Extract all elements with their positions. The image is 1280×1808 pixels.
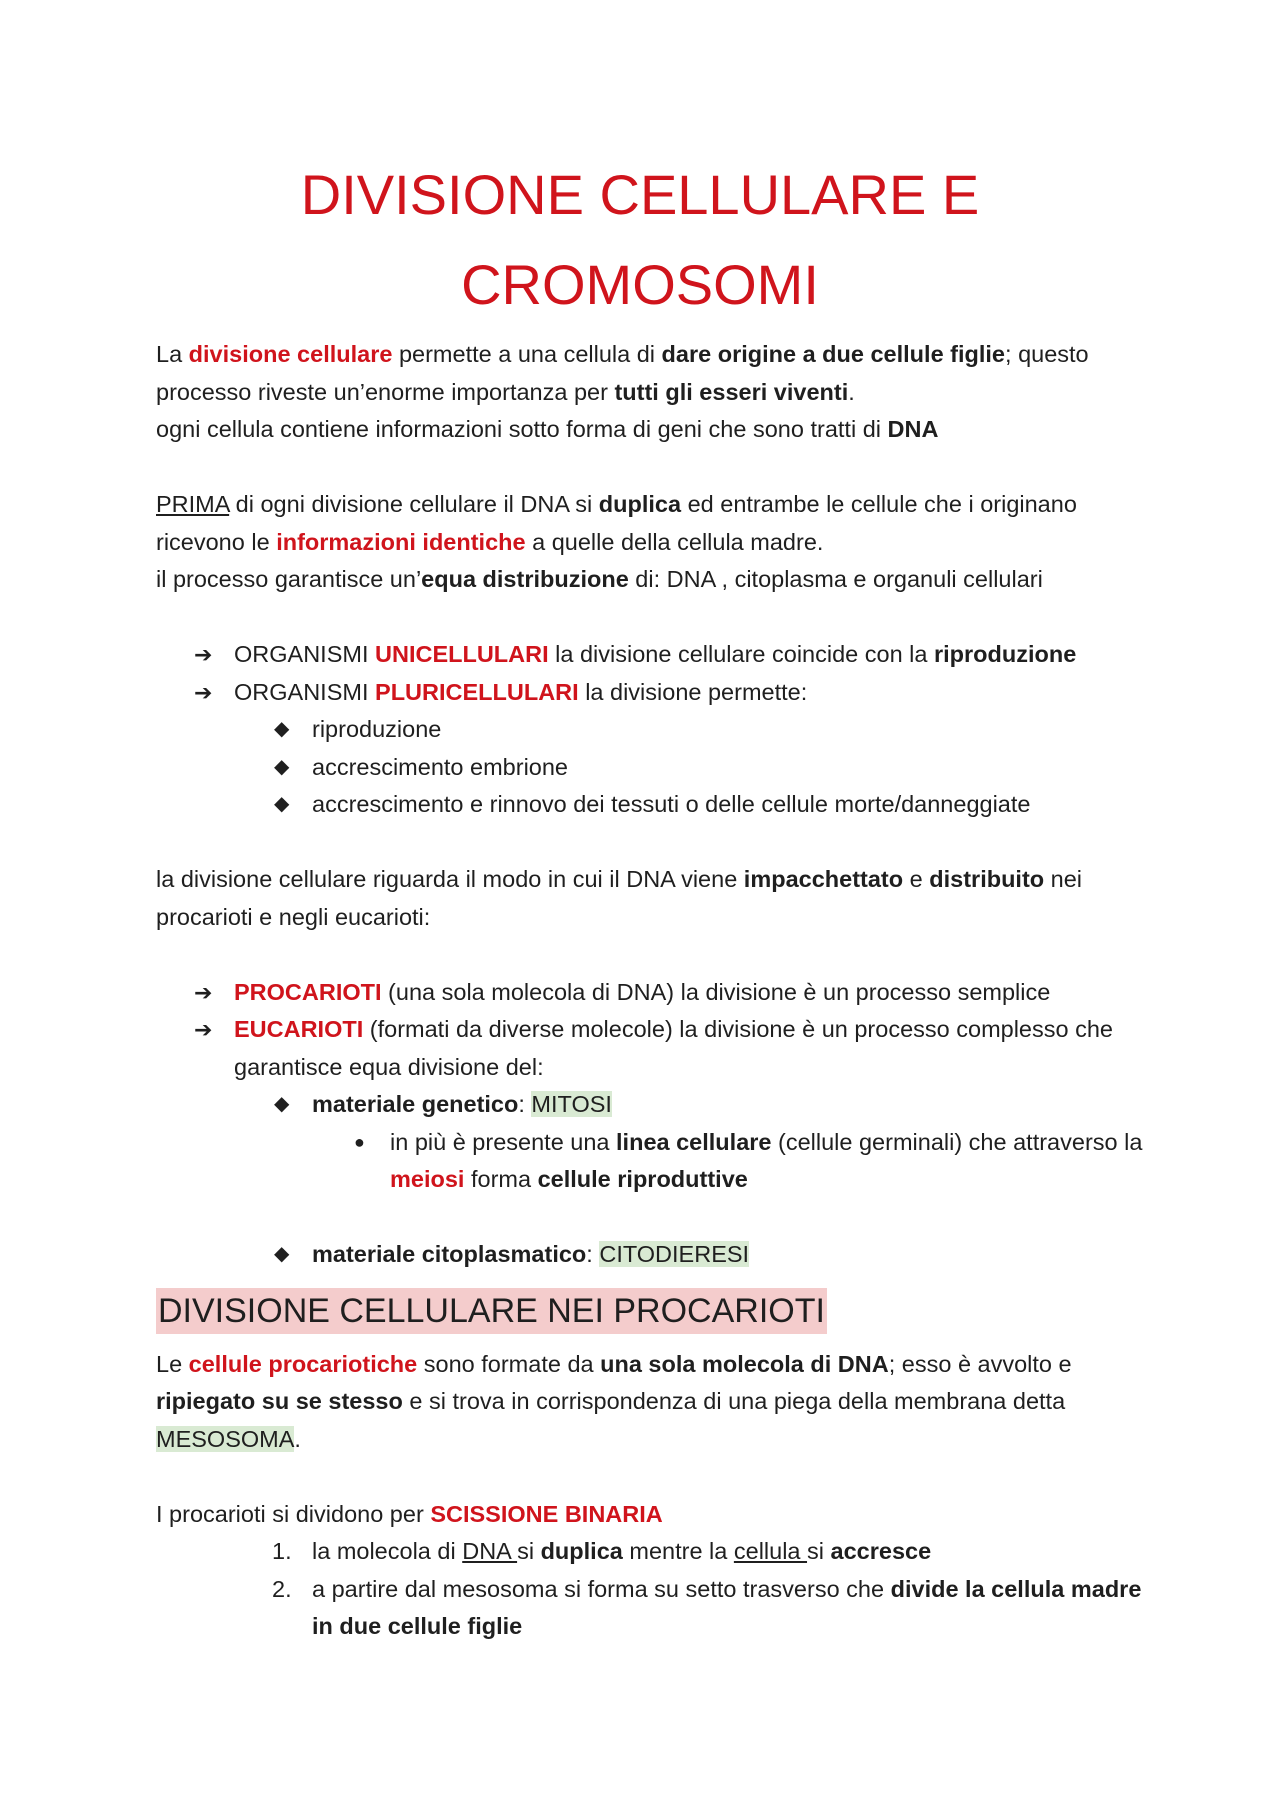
arrow-icon: ➔ — [194, 1017, 213, 1042]
text: (formati da diverse molecole) la divisione è un processo complesso che garantisce equa divisione del: — [234, 1016, 1113, 1080]
document-body — [156, 336, 1146, 1646]
text: si — [517, 1538, 541, 1564]
bold-term: materiale citoplasmatico — [312, 1241, 587, 1267]
distribution-paragraph — [156, 561, 1146, 599]
spacer — [156, 599, 1146, 637]
highlight-term: UNICELLULARI — [375, 641, 549, 667]
list-item — [272, 1571, 1146, 1646]
spacer — [156, 936, 1146, 974]
step-number: 1. — [272, 1538, 292, 1564]
list-item — [234, 1236, 1146, 1274]
list-item — [156, 1011, 1146, 1274]
arrow-icon: ➔ — [194, 679, 213, 705]
dna-paragraph — [156, 411, 1146, 449]
bold-term: dare origine a due cellule figlie — [661, 341, 1006, 367]
arrow-icon: ➔ — [194, 642, 213, 667]
text: si — [807, 1538, 831, 1564]
spacer — [156, 1458, 1146, 1496]
text: Le — [156, 1350, 189, 1377]
text: La — [156, 341, 189, 367]
text: il processo garantisce un’ — [156, 566, 422, 592]
prokaryote-paragraph — [156, 1346, 1146, 1459]
bold-term: duplica — [540, 1538, 623, 1564]
highlight-term: divisione cellulare — [188, 341, 393, 367]
text: sono formate da — [417, 1350, 601, 1377]
text: riproduzione — [312, 716, 442, 742]
bullet-icon: ● — [354, 1131, 365, 1152]
list-item — [234, 711, 1146, 749]
text: I procarioti si dividono per — [156, 1500, 431, 1527]
section-heading: DIVISIONE CELLULARE NEI PROCARIOTI — [156, 1288, 827, 1334]
list-item — [234, 749, 1146, 787]
text: forma — [464, 1166, 538, 1192]
bold-term: cellule riproduttive — [537, 1166, 748, 1192]
text: ORGANISMI — [234, 641, 376, 667]
diamond-icon: ◆ — [274, 1093, 290, 1115]
green-highlight: CITODIERESI — [599, 1241, 750, 1267]
text: la molecola di — [312, 1538, 463, 1564]
bold-term: duplica — [598, 491, 682, 517]
text: ogni cellula contiene informazioni sotto forma di geni che sono tratti di — [156, 416, 888, 442]
text: nei procarioti e negli eucarioti: — [156, 866, 1083, 930]
text: : — [586, 1241, 600, 1267]
list-item — [156, 636, 1146, 674]
text: di: DNA , citoplasma e organuli cellulari — [628, 566, 1043, 592]
diamond-icon: ◆ — [274, 1243, 290, 1265]
text: la divisione cellulare coincide con la — [548, 641, 934, 667]
highlight-term: PROCARIOTI — [234, 978, 382, 1005]
bold-term: distribuito — [929, 866, 1045, 892]
text: la divisione permette: — [578, 678, 808, 705]
bold-term: una sola molecola di DNA — [600, 1350, 889, 1377]
page-title — [0, 150, 1280, 330]
text: in più è presente una — [390, 1128, 617, 1155]
list-item — [156, 974, 1146, 1012]
text: . — [294, 1425, 301, 1452]
binary-fission-paragraph — [156, 1496, 1146, 1534]
bold-term: riproduzione — [934, 641, 1077, 667]
underlined-term: DNA — [462, 1538, 518, 1564]
diamond-icon: ◆ — [274, 718, 290, 740]
spacer — [156, 449, 1146, 487]
text: ; questo processo riveste un’enorme importanza per — [156, 341, 1089, 405]
sub-sub-list — [312, 1124, 1146, 1199]
step-number: 2. — [272, 1575, 292, 1602]
bold-term: materiale genetico — [312, 1091, 519, 1117]
bold-term: linea cellulare — [616, 1128, 772, 1155]
green-highlight: MESOSOMA — [156, 1425, 295, 1452]
bold-term: ripiegato su se stesso — [156, 1388, 403, 1414]
bold-term: DNA — [887, 416, 939, 442]
sub-list — [234, 1086, 1146, 1274]
text: ORGANISMI — [234, 678, 376, 705]
spacer — [312, 1199, 1146, 1237]
bold-term: divide la cellula madre in due cellule figlie — [312, 1575, 1142, 1639]
list-item — [156, 674, 1146, 824]
bold-term: impacchettato — [743, 866, 904, 892]
text: di ogni divisione cellulare il DNA si — [229, 491, 599, 517]
prima-paragraph — [156, 486, 1146, 561]
highlight-term: cellule procariotiche — [188, 1350, 418, 1377]
text: e — [903, 866, 930, 892]
bold-term: accresce — [830, 1538, 932, 1564]
text: ed entrambe le cellule che i originano ricevono le — [156, 491, 1077, 555]
intro-paragraph — [156, 336, 1146, 411]
text: la divisione cellulare riguarda il modo in cui il DNA viene — [156, 866, 744, 892]
underlined-term: cellula — [733, 1538, 808, 1564]
text: (cellule germinali) che attraverso la — [771, 1128, 1143, 1155]
text: accrescimento embrione — [312, 753, 568, 780]
text: accrescimento e rinnovo dei tessuti o delle cellule morte/danneggiate — [312, 791, 1031, 817]
text: permette a una cellula di — [392, 341, 662, 367]
text: ; esso è avvolto e — [888, 1350, 1072, 1377]
organisms-list — [156, 636, 1146, 824]
list-item — [272, 1533, 1146, 1571]
text: a quelle della cellula madre. — [525, 528, 824, 555]
title-line-2: CROMOSOMI — [461, 253, 819, 316]
arrow-icon: ➔ — [194, 979, 213, 1005]
highlight-term: meiosi — [390, 1166, 465, 1192]
highlight-term: EUCARIOTI — [234, 1016, 364, 1042]
packaging-paragraph — [156, 861, 1146, 936]
text: e si trova in corrispondenza di una piega della membrana detta — [402, 1388, 1066, 1414]
bold-term: tutti gli esseri viventi — [614, 378, 849, 405]
sub-list — [234, 711, 1146, 824]
text: a partire dal mesosoma si forma su setto trasverso che — [312, 1575, 891, 1602]
text: : — [518, 1091, 532, 1117]
text: . — [848, 378, 855, 405]
fission-steps-list — [156, 1533, 1146, 1646]
spacer — [156, 824, 1146, 862]
bold-term: equa distribuzione — [421, 566, 629, 592]
highlight-term: informazioni identiche — [276, 528, 526, 555]
list-item — [234, 786, 1146, 824]
text: (una sola molecola di DNA) la divisione è un processo semplice — [381, 978, 1051, 1005]
diamond-icon: ◆ — [274, 793, 290, 815]
highlight-term: PLURICELLULARI — [375, 678, 579, 705]
cell-types-list — [156, 974, 1146, 1274]
underlined-term: PRIMA — [156, 491, 230, 517]
list-item — [312, 1124, 1146, 1199]
text: mentre la — [622, 1538, 734, 1564]
green-highlight: MITOSI — [531, 1091, 612, 1117]
list-item — [234, 1086, 1146, 1236]
highlight-term: SCISSIONE BINARIA — [430, 1500, 663, 1527]
title-line-1: DIVISIONE CELLULARE E — [300, 163, 980, 226]
diamond-icon: ◆ — [274, 755, 290, 778]
